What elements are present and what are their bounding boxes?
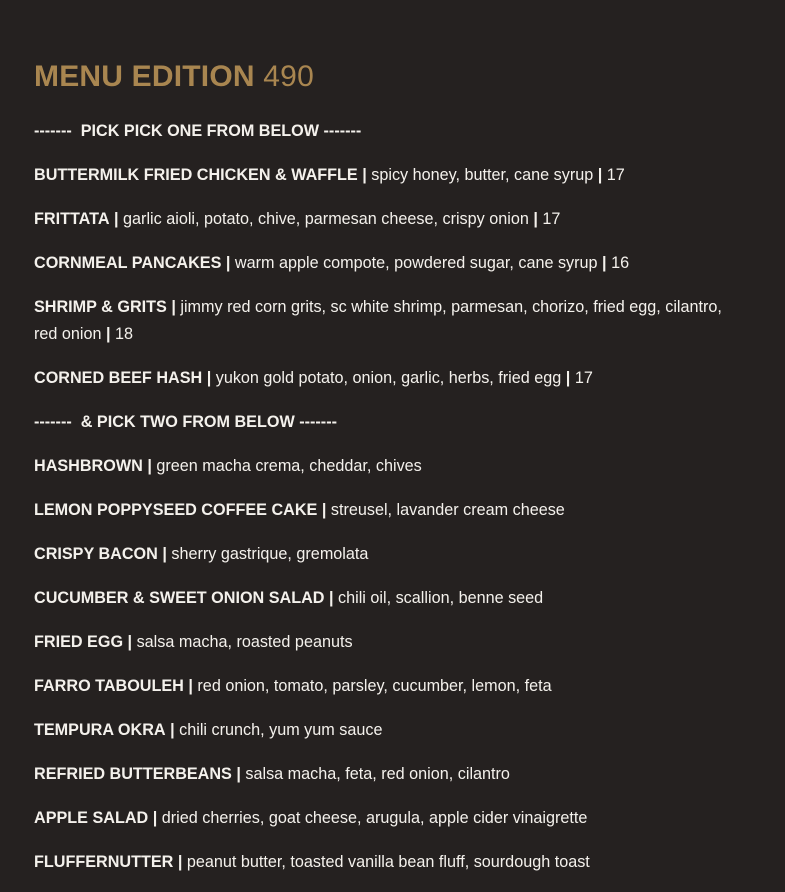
item-name: BUTTERMILK FRIED CHICKEN & WAFFLE — [34, 166, 358, 184]
item-description: dried cherries, goat cheese, arugula, apple cider vinaigrette — [161, 809, 588, 827]
item-name: LEMON POPPYSEED COFFEE CAKE — [34, 501, 318, 519]
item-separator: | — [170, 721, 175, 739]
menu-item — [34, 717, 734, 744]
item-description: garlic aioli, potato, chive, parmesan cheese, crispy onion — [123, 210, 529, 228]
item-description: chili crunch, yum yum sauce — [179, 721, 383, 739]
item-price: 18 — [115, 325, 134, 343]
item-separator: | — [328, 589, 334, 607]
item-price: 17 — [606, 166, 625, 184]
menu-item — [34, 497, 734, 524]
item-name: TEMPURA OKRA — [34, 721, 166, 739]
menu-title — [34, 58, 314, 96]
item-separator: | — [206, 369, 212, 387]
item-name: APPLE SALAD — [34, 809, 149, 827]
item-name: CUCUMBER & SWEET ONION SALAD — [34, 589, 325, 607]
menu-item — [34, 585, 734, 612]
item-price: 17 — [542, 210, 561, 228]
item-name: SHRIMP & GRITS — [34, 298, 167, 316]
item-description: jimmy red corn grits, sc white shrimp, parmesan, chorizo, fried egg, cilantro, red onion — [34, 298, 722, 343]
item-separator: | — [533, 210, 538, 228]
item-separator: | — [177, 853, 183, 871]
item-separator: | — [362, 166, 367, 184]
item-name: CORNED BEEF HASH — [34, 369, 203, 387]
item-separator: | — [106, 325, 111, 343]
menu-title-text: MENU EDITION — [34, 60, 255, 93]
item-name: FRIED EGG — [34, 633, 124, 651]
pick-one-divider: ------- PICK PICK ONE FROM BELOW ------- — [34, 122, 362, 140]
menu-item — [34, 294, 734, 348]
item-separator: | — [147, 457, 152, 475]
item-separator: | — [225, 254, 231, 272]
item-name: FARRO TABOULEH — [34, 677, 184, 695]
menu-item — [34, 761, 734, 788]
menu-item — [34, 206, 734, 233]
item-description: salsa macha, roasted peanuts — [136, 633, 353, 651]
item-description: salsa macha, feta, red onion, cilantro — [245, 765, 510, 783]
item-separator: | — [114, 210, 119, 228]
item-price: 17 — [574, 369, 593, 387]
item-name: FRITTATA — [34, 210, 110, 228]
item-description: spicy honey, butter, cane syrup — [371, 166, 594, 184]
item-separator: | — [236, 765, 241, 783]
menu-item — [34, 162, 734, 189]
menu-item — [34, 805, 734, 832]
menu-item — [34, 365, 734, 392]
menu-items — [34, 118, 734, 892]
item-description: streusel, lavander cream cheese — [330, 501, 565, 519]
menu-item — [34, 453, 734, 480]
item-description: chili oil, scallion, benne seed — [338, 589, 544, 607]
item-name: CRISPY BACON — [34, 545, 158, 563]
item-description: warm apple compote, powdered sugar, cane syrup — [234, 254, 598, 272]
item-separator: | — [127, 633, 133, 651]
item-description: red onion, tomato, parsley, cucumber, lemon, feta — [197, 677, 552, 695]
item-name: REFRIED BUTTERBEANS — [34, 765, 232, 783]
menu-item — [34, 629, 734, 656]
item-separator: | — [171, 298, 176, 316]
menu-item — [34, 541, 734, 568]
item-price: 16 — [611, 254, 630, 272]
item-separator: | — [597, 166, 603, 184]
menu-item — [34, 673, 734, 700]
item-name: CORNMEAL PANCAKES — [34, 254, 222, 272]
pick-two-divider: ------- & PICK TWO FROM BELOW ------- — [34, 413, 337, 431]
item-separator: | — [602, 254, 607, 272]
menu-item — [34, 250, 734, 277]
item-separator: | — [321, 501, 327, 519]
item-name: FLUFFERNUTTER — [34, 853, 174, 871]
item-description: yukon gold potato, onion, garlic, herbs, fried egg — [215, 369, 562, 387]
item-separator: | — [565, 369, 571, 387]
item-separator: | — [162, 545, 167, 563]
item-separator: | — [152, 809, 158, 827]
menu-edition-number: 490 — [263, 60, 314, 93]
item-separator: | — [188, 677, 193, 695]
item-description: sherry gastrique, gremolata — [171, 545, 369, 563]
item-description: peanut butter, toasted vanilla bean fluff, sourdough toast — [186, 853, 590, 871]
menu-item — [34, 849, 734, 876]
item-name: HASHBROWN — [34, 457, 143, 475]
item-description: green macha crema, cheddar, chives — [156, 457, 422, 475]
